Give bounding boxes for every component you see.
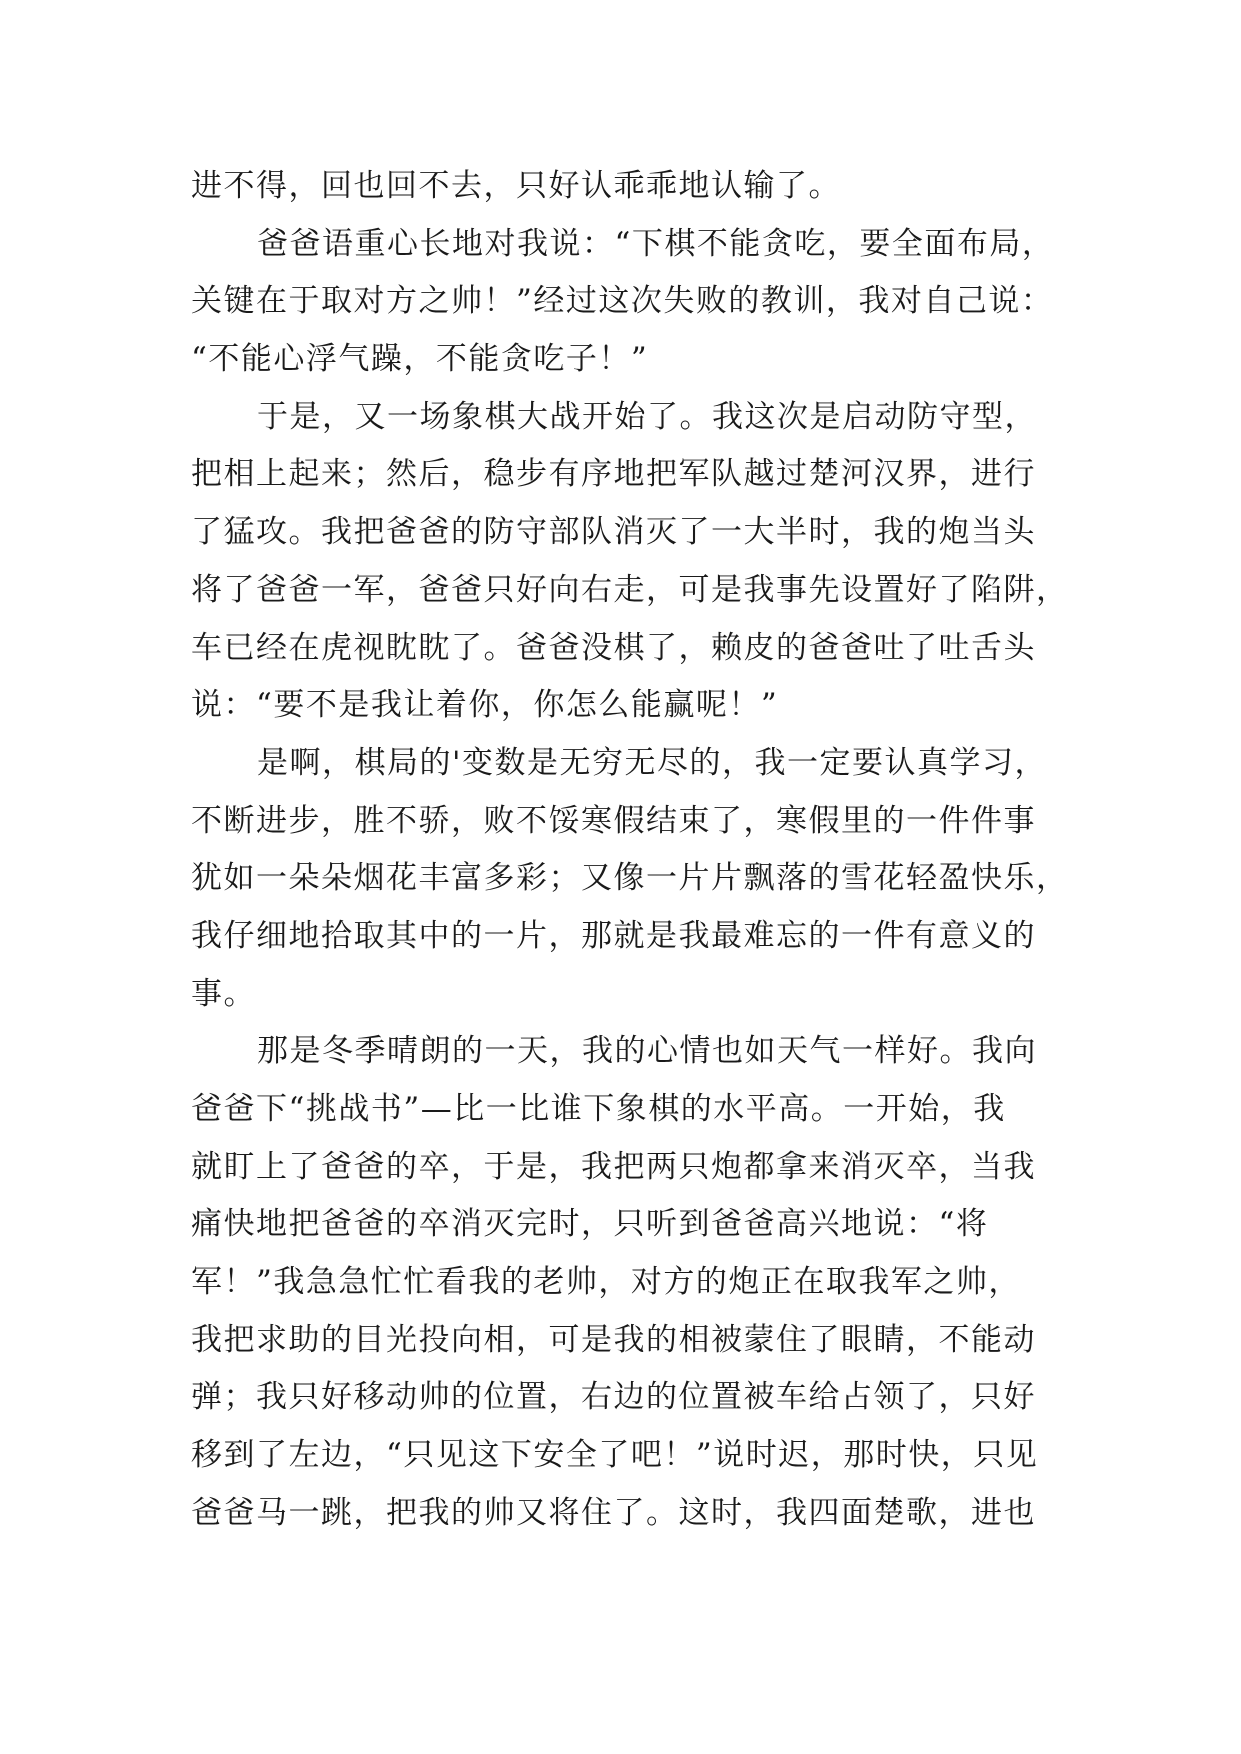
- text-line: 车已经在虎视眈眈了。爸爸没棋了，赖皮的爸爸吐了吐舌头: [191, 629, 1036, 666]
- text-line: 就盯上了爸爸的卒，于是，我把两只炮都拿来消灭卒，当我: [191, 1148, 1036, 1185]
- text-line: 爸爸语重心长地对我说：“下棋不能贪吃，要全面布局，: [257, 225, 1055, 262]
- text-line: 那是冬季晴朗的一天，我的心情也如天气一样好。我向: [257, 1033, 1037, 1070]
- text-line: 把相上起来；然后，稳步有序地把军队越过楚河汉界，进行: [191, 456, 1036, 493]
- text-line: 关键在于取对方之帅！”经过这次失败的教训，我对自己说：: [191, 283, 1054, 320]
- text-line: 不断进步，胜不骄，败不馁寒假结束了，寒假里的一件件事: [191, 802, 1036, 839]
- text-line: 将了爸爸一军，爸爸只好向右走，可是我事先设置好了陷阱，: [191, 571, 1069, 608]
- text-line: 是啊，棋局的'变数是无穷无尽的，我一定要认真学习，: [257, 744, 1048, 781]
- text-line: 说：“要不是我让着你，你怎么能赢呢！”: [191, 687, 779, 724]
- text-line: 了猛攻。我把爸爸的防守部队消灭了一大半时，我的炮当头: [191, 514, 1036, 551]
- text-line: 于是，又一场象棋大战开始了。我这次是启动防守型，: [257, 398, 1037, 435]
- text-line: 移到了左边，“只见这下安全了吧！”说时迟，那时快，只见: [191, 1437, 1039, 1474]
- text-line: 军！”我急急忙忙看我的老帅，对方的炮正在取我军之帅，: [191, 1264, 1021, 1301]
- text-line: 事。: [191, 975, 256, 1012]
- text-line: 我把求助的目光投向相，可是我的相被蒙住了眼睛，不能动: [191, 1321, 1036, 1358]
- text-line: 犹如一朵朵烟花丰富多彩；又像一片片飘落的雪花轻盈快乐，: [191, 860, 1069, 897]
- text-line: 我仔细地拾取其中的一片，那就是我最难忘的一件有意义的: [191, 917, 1036, 954]
- text-line: 弹；我只好移动帅的位置，右边的位置被车给占领了，只好: [191, 1379, 1036, 1416]
- text-line: 爸爸下“挑战书”—比一比谁下象棋的水平高。一开始，我: [191, 1091, 1006, 1127]
- body-text: [191, 158, 1069, 1543]
- text-line: “不能心浮气躁，不能贪吃子！”: [191, 341, 649, 378]
- text-line: 进不得，回也回不去，只好认乖乖地认输了。: [191, 168, 841, 204]
- text-line: 痛快地把爸爸的卒消灭完时，只听到爸爸高兴地说：“将: [191, 1206, 989, 1243]
- text-line: 爸爸马一跳，把我的帅又将住了。这时，我四面楚歌，进也: [191, 1494, 1036, 1531]
